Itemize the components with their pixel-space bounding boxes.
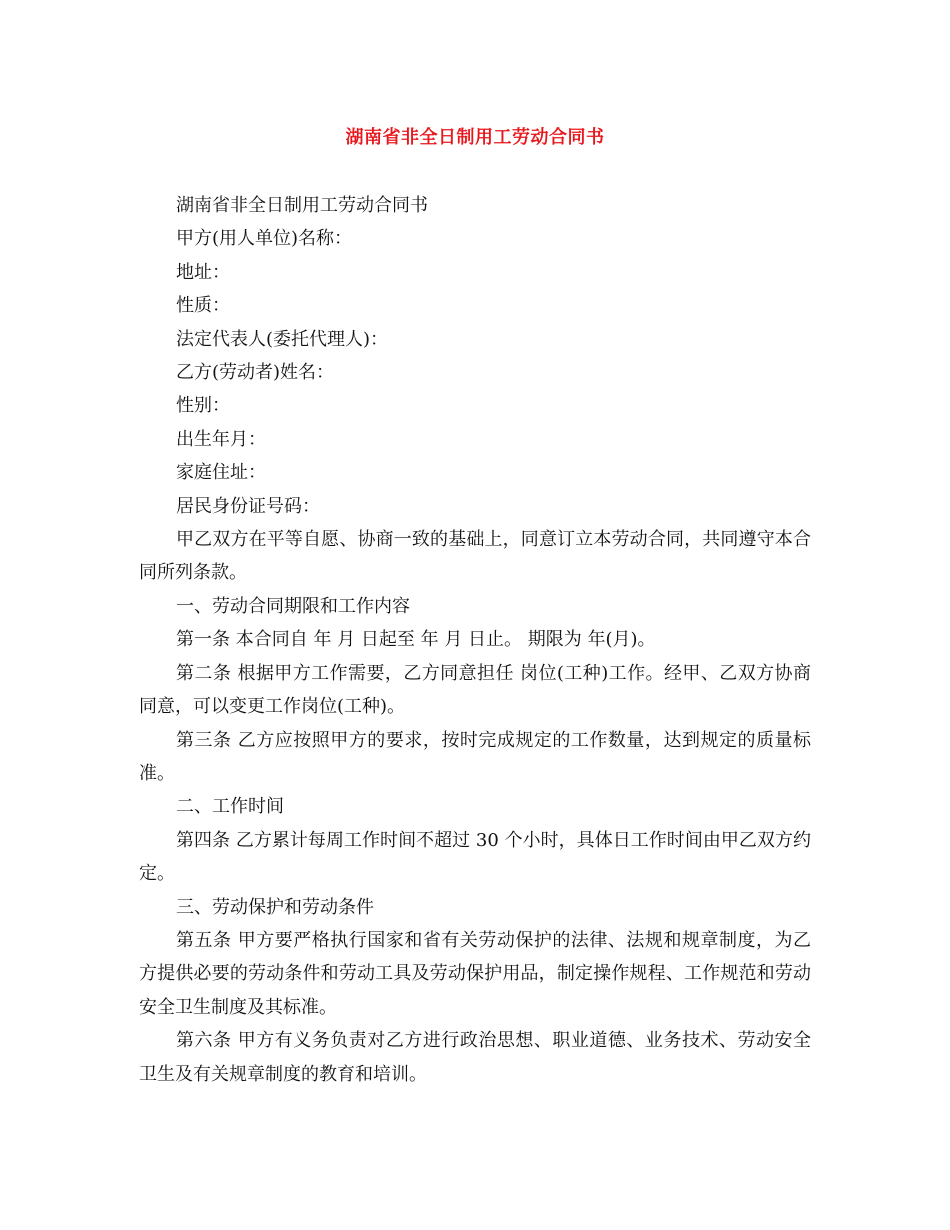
paragraph: 乙方(劳动者)姓名： — [176, 362, 335, 384]
paragraph: 甲乙双方在平等自愿、协商一致的基础上，同意订立本劳动合同，共同遵守本合同所列条款。 — [139, 529, 811, 584]
document-title: 湖南省非全日制用工劳动合同书 — [345, 127, 605, 148]
paragraph: 法定代表人(委托代理人)： — [176, 328, 389, 350]
paragraph: 家庭住址： — [176, 462, 266, 484]
paragraph: 湖南省非全日制用工劳动合同书 — [176, 195, 428, 216]
paragraph: 出生年月： — [176, 428, 266, 450]
section-heading: 一、劳动合同期限和工作内容 — [176, 595, 410, 617]
paragraph: 甲方(用人单位)名称： — [176, 228, 353, 250]
section-heading: 三、劳动保护和劳动条件 — [176, 896, 374, 918]
paragraph: 性别： — [176, 395, 230, 417]
article: 第四条 乙方累计每周工作时间不超过 30 个小时，具体日工作时间由甲乙双方约定。 — [139, 829, 811, 885]
article: 第五条 甲方要严格执行国家和省有关劳动保护的法律、法规和规章制度，为乙方提供必要的劳动条件和劳动工具及劳动保护用品，制定操作规程、工作规范和劳动安全卫生制度及其标准。 — [139, 929, 811, 1018]
article: 第二条 根据甲方工作需要，乙方同意担任 岗位(工种)工作。经甲、乙双方协商同意，可以变更工作岗位(工种)。 — [139, 662, 811, 718]
paragraph: 居民身份证号码： — [176, 495, 320, 517]
article: 第三条 乙方应按照甲方的要求，按时完成规定的工作数量，达到规定的质量标准。 — [139, 729, 811, 784]
article: 第一条 本合同自 年 月 日起至 年 月 日止。 期限为 年(月)。 — [176, 629, 656, 651]
article: 第六条 甲方有义务负责对乙方进行政治思想、职业道德、业务技术、劳动安全卫生及有关规章制度的教育和培训。 — [139, 1030, 811, 1085]
paragraph: 性质： — [176, 295, 230, 317]
document-body — [139, 189, 811, 1091]
section-heading: 二、工作时间 — [176, 796, 284, 818]
paragraph: 地址： — [176, 261, 230, 283]
